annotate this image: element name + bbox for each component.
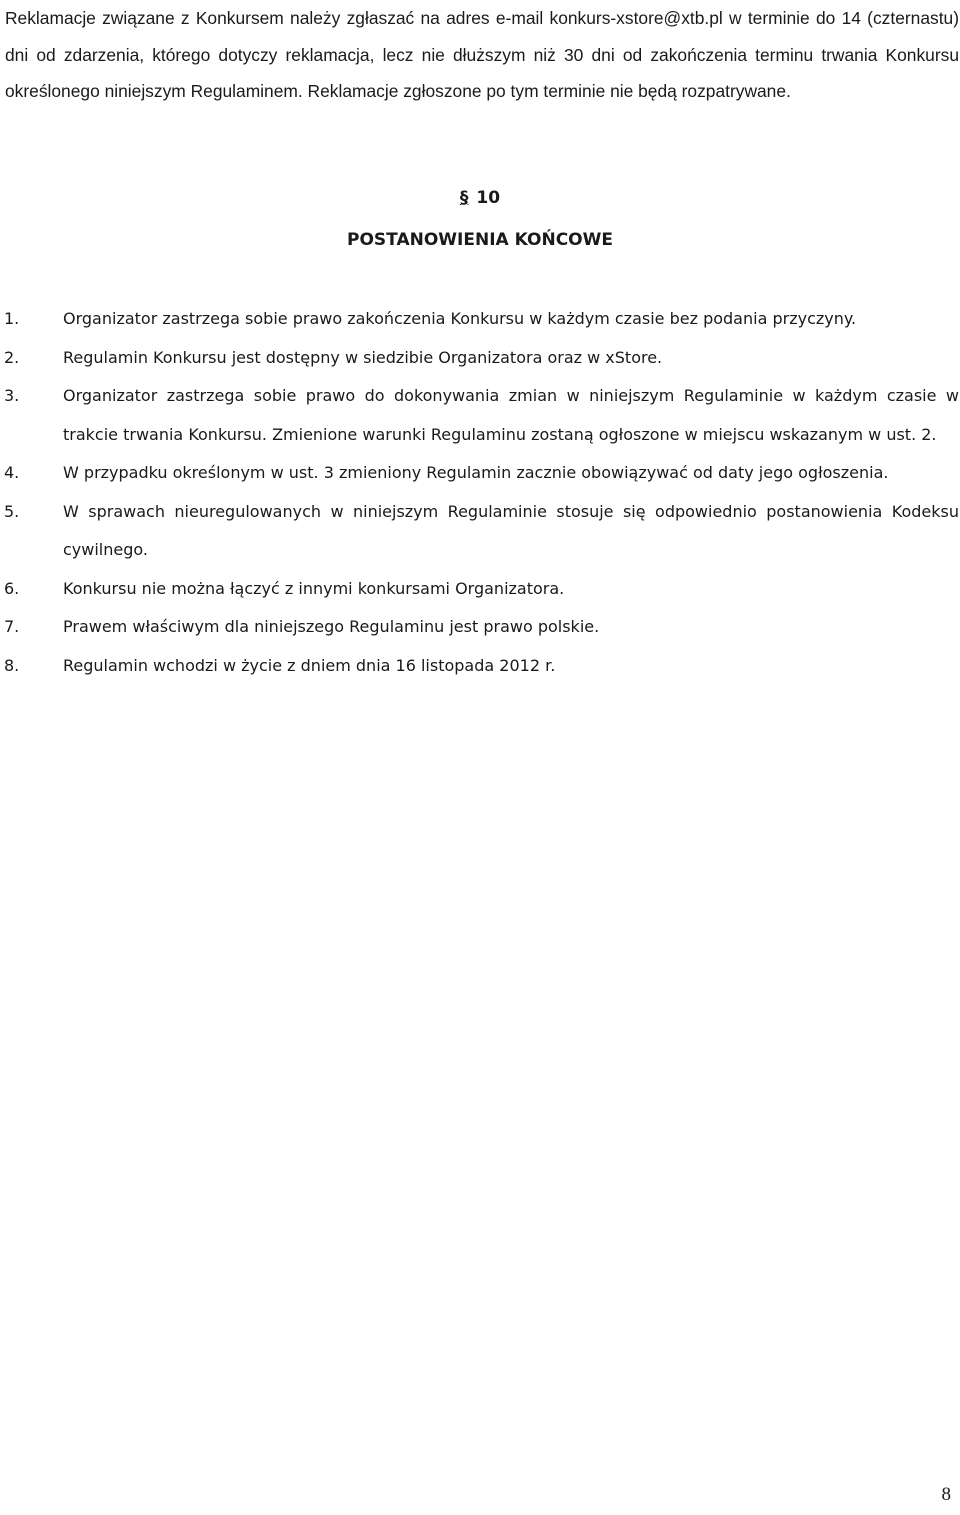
provision-text: Regulamin Konkursu jest dostępny w siedzibie Organizatora oraz w xStore. bbox=[63, 347, 663, 367]
provision-item bbox=[0, 608, 960, 647]
provision-item bbox=[0, 493, 960, 570]
provision-number: 7. bbox=[4, 617, 20, 636]
provision-text: W sprawach nieuregulowanych w niniejszym Regulaminie stosuje się odpowiednio postanowienia Kodeksu cywilnego. bbox=[63, 501, 959, 559]
provision-text: Organizator zastrzega sobie prawo do dokonywania zmian w niniejszym Regulaminie w każdym czasie w trakcie trwania Konkursu. Zmienione warunki Regulaminu zostaną ogłoszone w miejscu wskazanym w ust. 2. bbox=[63, 386, 959, 444]
final-provisions-list bbox=[0, 300, 960, 685]
provision-number: 8. bbox=[4, 655, 20, 675]
section-sign: § bbox=[459, 188, 469, 208]
section-number-value: 10 bbox=[476, 188, 501, 208]
page-number: 8 bbox=[941, 1484, 951, 1505]
provision-text: W przypadku określonym w ust. 3 zmieniony Regulamin zacznie obowiązywać od daty jego ogłoszenia. bbox=[63, 463, 889, 482]
complaints-paragraph: Reklamacje związane z Konkursem należy zgłaszać na adres e-mail konkurs-xstore@xtb.pl w terminie do 14 (czternastu) dni od zdarzenia, którego dotyczy reklamacja, lecz nie dłuższym niż 30 dni od zakończenia terminu trwania Konkursu określonego niniejszym Regulaminem. Reklamacje zgłoszone po tym terminie nie będą rozpatrywane. bbox=[5, 8, 959, 101]
provision-item bbox=[0, 570, 960, 609]
provision-item bbox=[0, 377, 960, 454]
provision-number: 1. bbox=[4, 309, 20, 328]
provision-text: Prawem właściwym dla niniejszego Regulaminu jest prawo polskie. bbox=[63, 617, 600, 636]
provision-number: 3. bbox=[4, 386, 20, 405]
provision-text: Regulamin wchodzi w życie z dniem dnia 16 listopada 2012 r. bbox=[63, 655, 556, 675]
provision-item bbox=[0, 339, 960, 378]
provision-number: 6. bbox=[4, 578, 20, 598]
provision-item bbox=[0, 300, 960, 339]
provision-number: 4. bbox=[4, 463, 20, 482]
provision-item bbox=[0, 647, 960, 686]
provision-item bbox=[0, 454, 960, 493]
provision-number: 2. bbox=[4, 347, 20, 367]
section-title: POSTANOWIENIA KOŃCOWE bbox=[347, 230, 613, 250]
provision-text: Konkursu nie można łączyć z innymi konkursami Organizatora. bbox=[63, 578, 565, 598]
provision-number: 5. bbox=[4, 501, 20, 521]
provision-text: Organizator zastrzega sobie prawo zakończenia Konkursu w każdym czasie bez podania przyczyny. bbox=[63, 309, 857, 328]
section-number bbox=[0, 188, 960, 208]
